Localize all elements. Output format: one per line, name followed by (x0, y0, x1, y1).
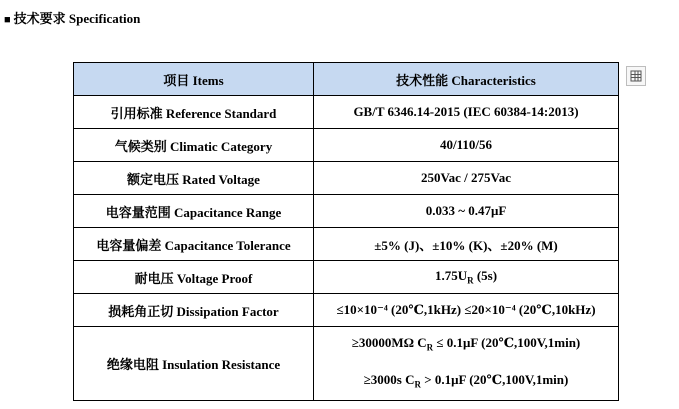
header-items: 项目 Items (74, 63, 314, 96)
row-value: 40/110/56 (314, 129, 619, 162)
row-item: 电容量偏差 Capacitance Tolerance (74, 228, 314, 261)
row-value: ±5% (J)、±10% (K)、±20% (M) (314, 228, 619, 261)
table-row (74, 228, 619, 261)
table-row (74, 327, 619, 401)
row-value-line: ≥3000s $C_R > 0.1\mu F$ (20℃,100V,1min) (363, 371, 569, 390)
specification-table (73, 62, 619, 401)
row-item: 额定电压 Rated Voltage (74, 162, 314, 195)
header-characteristics: 技术性能 Characteristics (314, 63, 619, 96)
row-item: 绝缘电阻 Insulation Resistance (74, 327, 314, 401)
row-value-line: ≥30000MΩ $C_R \le 0.1\mu F$ (20℃,100V,1min) (351, 335, 581, 353)
row-value (314, 327, 619, 401)
table-row (74, 162, 619, 195)
row-value: ≤10×10⁻⁴ (20℃,1kHz) ≤20×10⁻⁴ (20℃,10kHz) (314, 294, 619, 327)
table-view-icon[interactable] (626, 66, 646, 86)
table-row (74, 294, 619, 327)
row-value: 0.033 ~ 0.47μF (314, 195, 619, 228)
row-item: 损耗角正切 Dissipation Factor (74, 294, 314, 327)
row-value: 250Vac / 275Vac (314, 162, 619, 195)
row-value: $1.75U_R$ (5s) (314, 261, 619, 294)
row-value: GB/T 6346.14-2015 (IEC 60384-14:2013) (314, 96, 619, 129)
square-bullet-icon: ■ (4, 14, 11, 26)
row-item: 耐电压 Voltage Proof (74, 261, 314, 294)
table-row (74, 195, 619, 228)
row-item: 电容量范围 Capacitance Range (74, 195, 314, 228)
table-row (74, 261, 619, 294)
table-row (74, 96, 619, 129)
table-grid-glyph (627, 67, 645, 85)
section-heading (4, 8, 140, 27)
row-item: 引用标准 Reference Standard (74, 96, 314, 129)
row-item: 气候类别 Climatic Category (74, 129, 314, 162)
table-row (74, 129, 619, 162)
section-heading-text: 技术要求 Specification (13, 11, 141, 26)
table-header-row (74, 63, 619, 96)
